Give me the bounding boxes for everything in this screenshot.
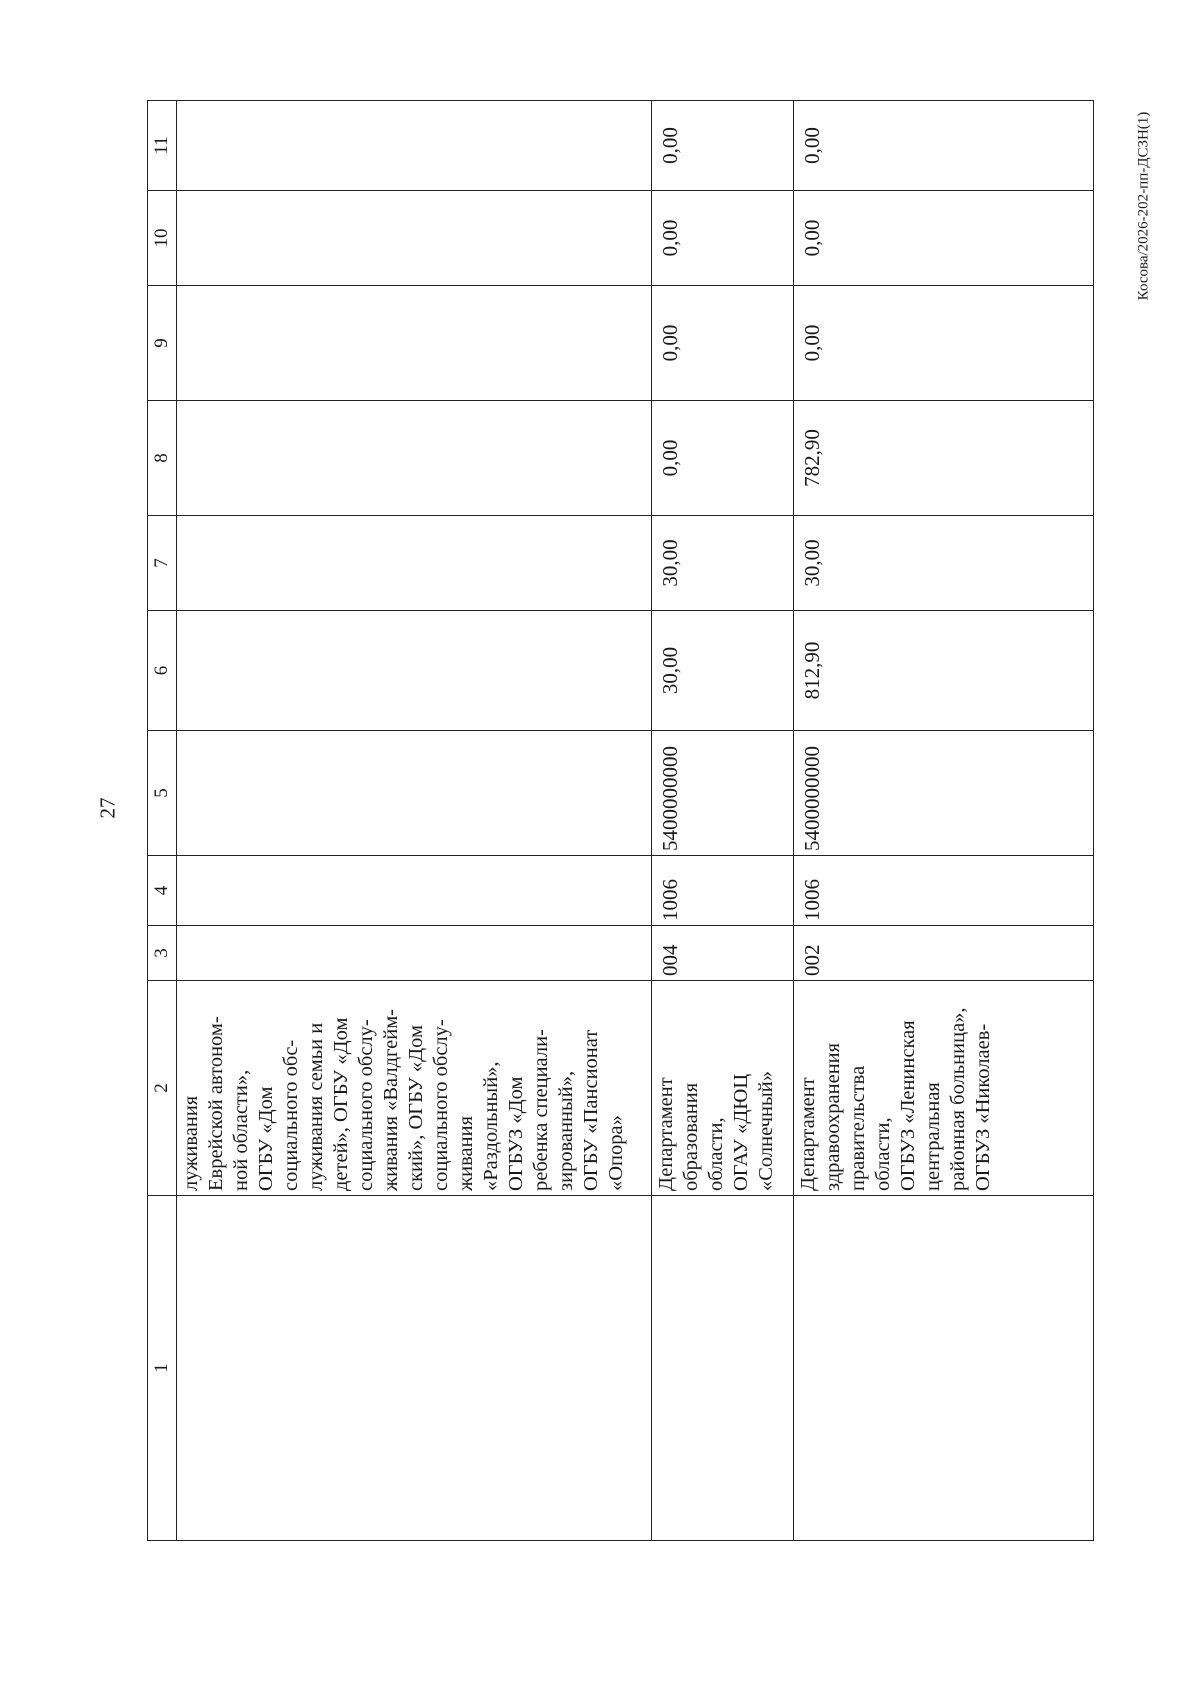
cell-col11: 0,00 <box>794 101 1094 191</box>
cell-col6: 30,00 <box>652 611 794 731</box>
cell-col1 <box>177 1196 652 1541</box>
cell-col9: 0,00 <box>794 286 1094 401</box>
column-header: 3 <box>148 926 177 981</box>
recipient-line: ОГБУЗ «Николаев- <box>972 1023 994 1191</box>
column-header: 2 <box>148 981 177 1196</box>
recipient-line: социального обслу- <box>355 1019 377 1191</box>
column-header: 9 <box>148 286 177 401</box>
recipient-line: центральная <box>922 1082 944 1191</box>
cell-col3 <box>177 926 652 981</box>
recipient-line: ОГБУ «Дом <box>255 1086 277 1191</box>
column-header: 11 <box>148 101 177 191</box>
recipient-line: ной области», <box>230 1069 252 1191</box>
footer-code-text: Косова/2026-202-пп-ДСЗН(1) <box>1135 111 1152 301</box>
cell-col7: 30,00 <box>652 516 794 611</box>
recipient-line: здравоохранения <box>822 1042 844 1191</box>
cell-col3: 002 <box>794 926 1094 981</box>
recipient-line: «Опора» <box>605 1115 627 1191</box>
cell-col7 <box>177 516 652 611</box>
cell-recipients <box>794 981 1094 1196</box>
recipient-line: социального обслу- <box>430 1019 452 1191</box>
cell-col10: 0,00 <box>794 191 1094 286</box>
cell-col8: 0,00 <box>652 401 794 516</box>
table-row <box>652 101 794 1541</box>
cell-col6: 812,90 <box>794 611 1094 731</box>
table-header-row <box>148 101 177 1541</box>
cell-col6 <box>177 611 652 731</box>
column-header: 8 <box>148 401 177 516</box>
recipient-line: зированный», <box>555 1070 577 1191</box>
table-row <box>177 101 652 1541</box>
cell-col8: 782,90 <box>794 401 1094 516</box>
cell-col10 <box>177 191 652 286</box>
rotated-table-container <box>147 101 1092 1541</box>
recipient-line: луживания семьи и <box>305 1022 327 1191</box>
cell-col9: 0,00 <box>652 286 794 401</box>
recipient-line: «Раздольный», <box>480 1061 502 1191</box>
recipient-line: социального обс- <box>280 1039 302 1191</box>
recipient-line: ский», ОГБУ «Дом <box>405 1025 427 1191</box>
column-header: 10 <box>148 191 177 286</box>
budget-table <box>147 100 1094 1541</box>
cell-col4: 1006 <box>794 856 1094 926</box>
cell-col5: 5400000000 <box>794 731 1094 856</box>
recipient-line: области, <box>872 1117 894 1191</box>
cell-col7: 30,00 <box>794 516 1094 611</box>
cell-col5: 5400000000 <box>652 731 794 856</box>
recipient-line: области, <box>705 1117 727 1191</box>
cell-col8 <box>177 401 652 516</box>
cell-col4: 1006 <box>652 856 794 926</box>
table-row <box>794 101 1094 1541</box>
cell-col9 <box>177 286 652 401</box>
cell-recipients <box>652 981 794 1196</box>
recipient-line: живания <box>455 1115 477 1191</box>
cell-col3: 004 <box>652 926 794 981</box>
recipient-line: Департамент <box>655 1077 677 1191</box>
column-header: 4 <box>148 856 177 926</box>
page-number-text: 27 <box>95 797 120 819</box>
recipient-line: Еврейской автоном- <box>205 1016 227 1191</box>
column-header: 1 <box>148 1196 177 1541</box>
cell-recipients <box>177 981 652 1196</box>
recipient-line: «Солнечный» <box>755 1071 777 1191</box>
column-header: 5 <box>148 731 177 856</box>
cell-col1 <box>652 1196 794 1541</box>
cell-col10: 0,00 <box>652 191 794 286</box>
recipient-line: детей», ОГБУ «Дом <box>330 1017 352 1191</box>
column-header: 7 <box>148 516 177 611</box>
recipient-line: Департамент <box>797 1077 819 1191</box>
recipient-line: луживания <box>180 1095 202 1191</box>
cell-col1 <box>794 1196 1094 1541</box>
cell-col11 <box>177 101 652 191</box>
recipient-line: образования <box>680 1082 702 1191</box>
recipient-line: ОГБУ «Пансионат <box>580 1029 602 1191</box>
recipient-line: правительства <box>847 1065 869 1191</box>
cell-col5 <box>177 731 652 856</box>
cell-col4 <box>177 856 652 926</box>
recipient-line: районная больница», <box>947 1007 969 1191</box>
recipient-line: живания «Валдгейм- <box>380 1008 402 1191</box>
recipient-line: ОГАУ «ДЮЦ <box>730 1073 752 1191</box>
cell-col11: 0,00 <box>652 101 794 191</box>
recipient-line: ребенка специали- <box>530 1029 552 1191</box>
column-header: 6 <box>148 611 177 731</box>
recipient-line: ОГБУЗ «Дом <box>505 1076 527 1191</box>
recipient-line: ОГБУЗ «Ленинская <box>897 1020 919 1191</box>
